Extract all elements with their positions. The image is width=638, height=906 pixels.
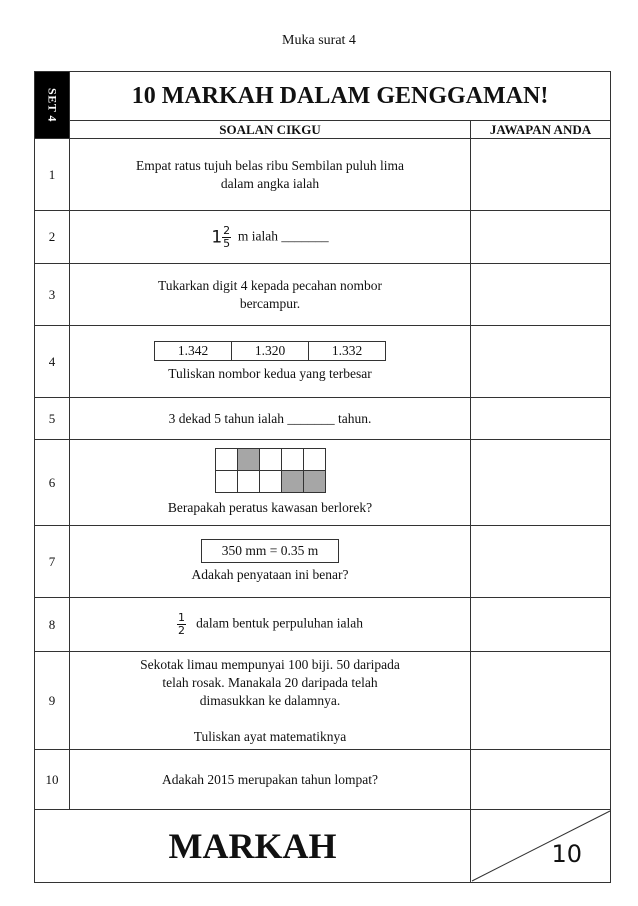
question-row-2 xyxy=(35,211,611,264)
question-text-1: Empat ratus tujuh belas ribu Sembilan puluh lima dalam angka ialah xyxy=(70,139,471,211)
number-choice: 1.320 xyxy=(232,342,309,360)
question-row-7 xyxy=(35,526,611,598)
question-text-6: Berapakah peratus kawasan berlorek? xyxy=(70,440,471,526)
statement-box: 350 mm = 0.35 m xyxy=(201,539,340,563)
answer-cell-10[interactable] xyxy=(471,750,611,810)
set-label-cell xyxy=(35,72,70,139)
question-text-10: Adakah 2015 merupakan tahun lompat? xyxy=(70,750,471,810)
answer-cell-2[interactable] xyxy=(471,211,611,264)
set-label: SET 4 xyxy=(45,88,60,122)
question-number: 3 xyxy=(35,264,70,326)
sheet-title: 10 MARKAH DALAM GENGGAMAN! xyxy=(70,72,611,121)
answer-cell-1[interactable] xyxy=(471,139,611,211)
question-text-2: 1 $\frac{2}{5}$ m ialah _______ xyxy=(70,211,471,264)
question-number: 6 xyxy=(35,440,70,526)
number-choices-box xyxy=(154,341,386,361)
column-header-row xyxy=(35,121,611,139)
question-number: 5 xyxy=(35,398,70,440)
number-choice: 1.332 xyxy=(331,342,363,358)
answer-cell-5[interactable] xyxy=(471,398,611,440)
question-number: 2 xyxy=(35,211,70,264)
question-number: 4 xyxy=(35,326,70,398)
fraction: $\frac{2}{5}$ xyxy=(223,223,231,250)
title-row xyxy=(35,72,611,121)
mixed-number-whole: 1 xyxy=(211,227,223,247)
shaded-grid xyxy=(215,448,326,493)
question-row-5 xyxy=(35,398,611,440)
question-row-1 xyxy=(35,139,611,211)
question-text-7: 350 mm = 0.35 m Adakah penyataan ini benar? xyxy=(70,526,471,598)
question-number: 7 xyxy=(35,526,70,598)
answer-cell-4[interactable] xyxy=(471,326,611,398)
question-number: 8 xyxy=(35,598,70,652)
question-text-8: $\frac{1}{2}$ dalam bentuk perpuluhan ialah xyxy=(70,598,471,652)
markah-label: MARKAH xyxy=(35,810,471,883)
question-row-8 xyxy=(35,598,611,652)
question-row-4 xyxy=(35,326,611,398)
answer-cell-8[interactable] xyxy=(471,598,611,652)
question-row-6 xyxy=(35,440,611,526)
column-header-answer: JAWAPAN ANDA xyxy=(471,121,611,139)
score-total: 10 xyxy=(551,840,582,868)
question-row-9 xyxy=(35,652,611,750)
answer-cell-7[interactable] xyxy=(471,526,611,598)
markah-row xyxy=(35,810,611,883)
score-cell[interactable] xyxy=(471,810,611,883)
fraction: $\frac{1}{2}$ xyxy=(178,611,186,637)
answer-cell-6[interactable] xyxy=(471,440,611,526)
question-text-4: 1.342 1.320 1.332 Tuliskan nombor kedua yang terbesar xyxy=(70,326,471,398)
question-number: 1 xyxy=(35,139,70,211)
question-number: 9 xyxy=(35,652,70,750)
question-number: 10 xyxy=(35,750,70,810)
column-header-question: SOALAN CIKGU xyxy=(70,121,471,139)
quiz-table xyxy=(34,71,611,883)
question-text-9: Sekotak limau mempunyai 100 biji. 50 daripada telah rosak. Manakala 20 daripada telah dimasukkan ke dalamnya. Tuliskan ayat matematiknya xyxy=(70,652,471,750)
answer-cell-3[interactable] xyxy=(471,264,611,326)
question-row-10 xyxy=(35,750,611,810)
number-choice: 1.342 xyxy=(155,342,232,360)
page-number-label: Muka surat 4 xyxy=(282,33,356,48)
question-row-3 xyxy=(35,264,611,326)
answer-cell-9[interactable] xyxy=(471,652,611,750)
score-divider-line xyxy=(471,810,611,882)
question-text-3: Tukarkan digit 4 kepada pecahan nombor bercampur. xyxy=(70,264,471,326)
question-text-5: 3 dekad 5 tahun ialah _______ tahun. xyxy=(70,398,471,440)
